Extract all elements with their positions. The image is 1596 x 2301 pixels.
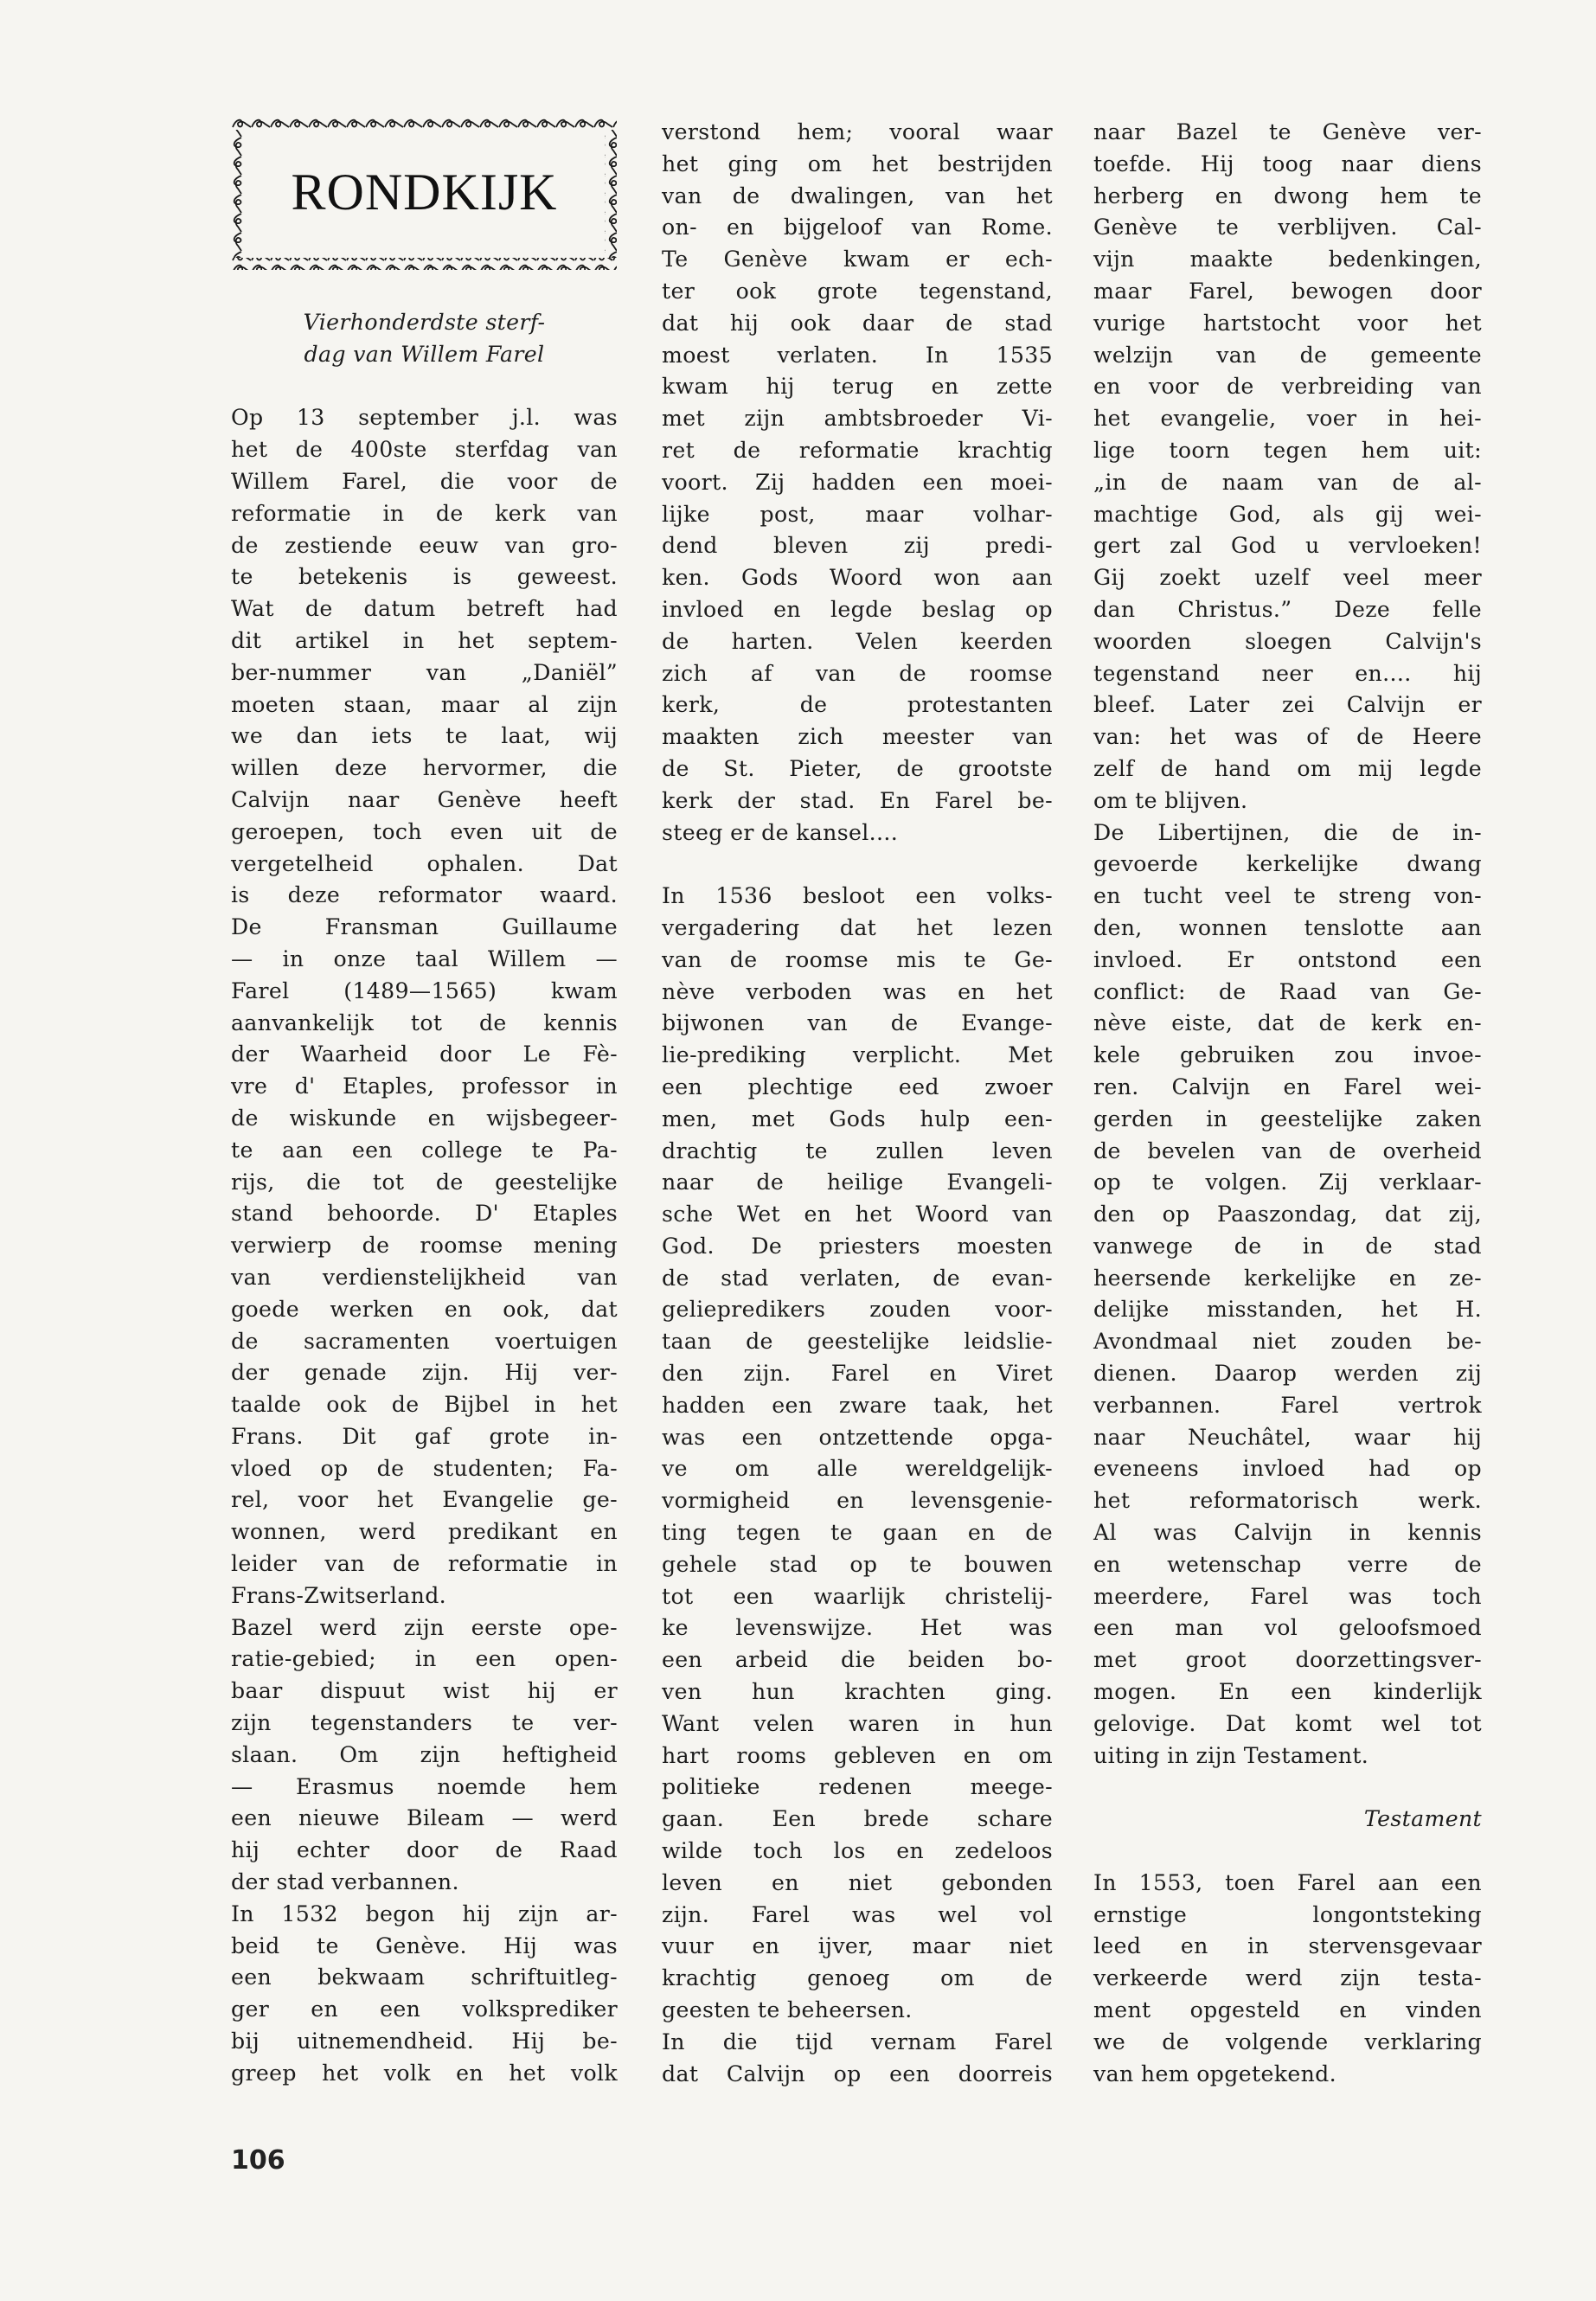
text-line: van de dwalingen, van het xyxy=(662,183,1053,208)
text-line: taan de geestelijke leidslie- xyxy=(662,1329,1053,1355)
text-line: greep het volk en het volk xyxy=(231,2060,618,2086)
text-line: de harten. Velen keerden xyxy=(662,628,1053,654)
text-line: Frans-Zwitserland. xyxy=(231,1582,447,1608)
text-line: mogen. En een kinderlijk xyxy=(1093,1679,1482,1705)
text-line: vurige hartstocht voor het xyxy=(1093,310,1482,336)
text-line: heersende kerkelijke en ze- xyxy=(1093,1265,1482,1291)
text-line: Al was Calvijn in kennis xyxy=(1093,1520,1482,1546)
text-line: dienen. Daarop werden zij xyxy=(1093,1361,1482,1387)
text-line: kerk, de protestanten xyxy=(662,692,1053,718)
text-line: sche Wet en het Woord van xyxy=(662,1202,1053,1227)
text-line: we de volgende verklaring xyxy=(1093,2029,1482,2054)
text-line: steeg er de kansel.... xyxy=(662,819,899,845)
text-line: „in de naam van de al- xyxy=(1093,469,1482,495)
text-line: invloed. Er ontstond een xyxy=(1093,946,1482,972)
text-line: delijke misstanden, het H. xyxy=(1093,1297,1482,1323)
text-line: ting tegen te gaan en de xyxy=(662,1520,1053,1546)
text-line: Gij zoekt uzelf veel meer xyxy=(1093,565,1482,591)
text-line: stand behoorde. D' Etaples xyxy=(231,1201,618,1227)
text-line: kerk der stad. En Farel be- xyxy=(662,787,1053,813)
text-line: we dan iets te laat, wij xyxy=(231,723,618,749)
text-line: taalde ook de Bijbel in het xyxy=(231,1392,618,1418)
text-line: toefde. Hij toog naar diens xyxy=(1093,151,1482,176)
text-line: vre d' Etaples, professor in xyxy=(231,1074,618,1099)
text-line: vergadering dat het lezen xyxy=(662,914,1053,940)
text-line: ve om alle wereldgelijk- xyxy=(662,1456,1053,1482)
text-line: Willem Farel, die voor de xyxy=(231,468,618,494)
text-line: ernstige longontsteking xyxy=(1093,1901,1482,1927)
text-line: Bazel werd zijn eerste ope- xyxy=(231,1614,618,1640)
text-line: van verdienstelijkheid van xyxy=(231,1264,618,1290)
column-1-body xyxy=(231,402,618,2089)
text-line: den zijn. Farel en Viret xyxy=(662,1361,1053,1387)
text-line: willen deze hervormer, die xyxy=(231,755,618,781)
text-line: ret de reformatie krachtig xyxy=(662,437,1053,463)
text-line: vuur en ijver, maar niet xyxy=(662,1933,1053,1959)
text-line: Farel (1489—1565) kwam xyxy=(231,977,618,1003)
text-line: bij uitnemendheid. Hij be- xyxy=(231,2029,618,2054)
text-line: gaan. Een brede schare xyxy=(662,1806,1053,1832)
masthead-title: RONDKIJK xyxy=(291,163,558,221)
text-line: van: het was of de Heere xyxy=(1093,724,1482,750)
text-line: wonnen, werd predikant en xyxy=(231,1519,618,1545)
text-line: politieke redenen meege- xyxy=(662,1774,1053,1800)
text-line: ke levenswijze. Het was xyxy=(662,1615,1053,1641)
text-line: baar dispuut wist hij er xyxy=(231,1678,618,1704)
text-line: nève verboden was en het xyxy=(662,978,1053,1004)
text-line: kwam hij terug en zette xyxy=(662,374,1053,400)
text-line: de bevelen van de overheid xyxy=(1093,1138,1482,1163)
column-3 xyxy=(1093,117,1482,2090)
text-line: tegenstand neer en.... hij xyxy=(1093,660,1482,686)
text-line: machtige God, als gij wei- xyxy=(1093,501,1482,527)
text-line: van hem opgetekend. xyxy=(1093,2061,1337,2086)
text-line: en tucht veel te streng von- xyxy=(1093,883,1482,909)
text-line: het evangelie, voer in hei- xyxy=(1093,406,1482,432)
text-line: — Erasmus noemde hem xyxy=(231,1773,618,1799)
text-line: dat hij ook daar de stad xyxy=(662,310,1053,336)
text-line: verkeerde werd zijn testa- xyxy=(1093,1965,1482,1991)
text-line: met groot doorzettingsver- xyxy=(1093,1647,1482,1673)
text-line: zijn. Farel was wel vol xyxy=(662,1901,1053,1927)
text-line: vijn maakte bedenkingen, xyxy=(1093,247,1482,272)
text-line: verbannen. Farel vertrok xyxy=(1093,1392,1482,1418)
text-line: dend bleven zij predi- xyxy=(662,533,1053,559)
text-line: ber-nummer van „Daniël” xyxy=(231,659,618,685)
text-line: De Fransman Guillaume xyxy=(231,914,618,940)
text-line: lijke post, maar volhar- xyxy=(662,501,1053,527)
text-line: Op 13 september j.l. was xyxy=(231,405,618,431)
text-line: hadden een zware taak, het xyxy=(662,1392,1053,1418)
text-line: gert zal God u vervloeken! xyxy=(1093,533,1482,559)
text-line: een arbeid die beiden bo- xyxy=(662,1647,1053,1673)
text-line: moeten staan, maar al zijn xyxy=(231,691,618,717)
text-line: ratie-gebied; in een open- xyxy=(231,1646,618,1672)
text-line: op te volgen. Zij verklaar- xyxy=(1093,1170,1482,1195)
text-line: vanwege de in de stad xyxy=(1093,1233,1482,1259)
text-line: meerdere, Farel was toch xyxy=(1093,1583,1482,1609)
text-line: woorden sloegen Calvijn's xyxy=(1093,628,1482,654)
text-line: ter ook grote tegenstand, xyxy=(662,278,1053,304)
text-line: ment opgesteld en vinden xyxy=(1093,1997,1482,2023)
text-line: en wetenschap verre de xyxy=(1093,1551,1482,1577)
column-2-body-part2 xyxy=(662,881,1053,2090)
text-line: de zestiende eeuw van gro- xyxy=(231,532,618,558)
text-line: de stad verlaten, de evan- xyxy=(662,1265,1053,1291)
text-line: Frans. Dit gaf grote in- xyxy=(231,1423,618,1449)
text-line: was een ontzettende opga- xyxy=(662,1424,1053,1450)
column-2 xyxy=(662,117,1053,2090)
text-line: leven en niet gebonden xyxy=(662,1869,1053,1895)
text-line: hij echter door de Raad xyxy=(231,1837,618,1863)
section-heading: Vierhonderdste sterf- xyxy=(303,310,546,335)
text-line: een bekwaam schriftuitleg- xyxy=(231,1965,618,1990)
text-line: een plechtige eed zwoer xyxy=(662,1074,1053,1099)
text-line: naar de heilige Evangeli- xyxy=(662,1170,1053,1195)
text-line: naar Neuchâtel, waar hij xyxy=(1093,1424,1482,1450)
text-line: met zijn ambtsbroeder Vi- xyxy=(662,406,1053,432)
text-line: krachtig genoeg om de xyxy=(662,1965,1053,1991)
text-line: leider van de reformatie in xyxy=(231,1551,618,1577)
text-line: conflict: de Raad van Ge- xyxy=(1093,978,1482,1004)
column-3-body-part1 xyxy=(1093,117,1482,1772)
text-line: zelf de hand om mij legde xyxy=(1093,755,1482,781)
text-line: In 1536 besloot een volks- xyxy=(662,883,1053,909)
text-line: het reformatorisch werk. xyxy=(1093,1488,1482,1514)
text-line: en voor de verbreiding van xyxy=(1093,374,1482,400)
text-line: — in onze taal Willem — xyxy=(231,945,618,971)
text-line: drachtig te zullen leven xyxy=(662,1138,1053,1163)
text-line: verwierp de roomse mening xyxy=(231,1233,618,1259)
text-line: ger en een volksprediker xyxy=(231,1997,618,2022)
section-heading: Testament xyxy=(1363,1806,1482,1832)
text-line: bleef. Later zei Calvijn er xyxy=(1093,692,1482,718)
text-line: uiting in zijn Testament. xyxy=(1093,1742,1369,1768)
text-line: den op Paaszondag, dat zij, xyxy=(1093,1202,1482,1227)
text-line: naar Bazel te Genève ver- xyxy=(1093,119,1482,144)
text-line: men, met Gods hulp een- xyxy=(662,1106,1053,1131)
text-line: welzijn van de gemeente xyxy=(1093,342,1482,368)
text-line: gehele stad op te bouwen xyxy=(662,1551,1053,1577)
text-line: dan Christus.” Deze felle xyxy=(1093,596,1482,622)
text-line: der genade zijn. Hij ver- xyxy=(231,1360,618,1386)
text-line: herberg en dwong hem te xyxy=(1093,183,1482,208)
text-line: Wat de datum betreft had xyxy=(231,596,618,622)
text-line: geesten te beheersen. xyxy=(662,1997,913,2023)
text-line: De Libertijnen, die de in- xyxy=(1093,819,1482,845)
text-line: het de 400ste sterfdag van xyxy=(231,437,618,463)
text-line: te aan een college te Pa- xyxy=(231,1137,618,1163)
section-heading: dag van Willem Farel xyxy=(304,341,545,367)
text-line: hart rooms gebleven en om xyxy=(662,1742,1053,1768)
text-line: om te blijven. xyxy=(1093,787,1248,813)
masthead xyxy=(232,118,617,270)
text-line: tot een waarlijk christelij- xyxy=(662,1583,1053,1609)
text-line: de sacramenten voertuigen xyxy=(231,1328,618,1354)
text-line: gevoerde kerkelijke dwang xyxy=(1093,851,1482,877)
text-line: Calvijn naar Genève heeft xyxy=(231,786,618,812)
text-line: zich af van de roomse xyxy=(662,660,1053,686)
text-line: de St. Pieter, de grootste xyxy=(662,755,1053,781)
text-line: Genève te verblijven. Cal- xyxy=(1093,215,1482,240)
text-line: gelovige. Dat komt wel tot xyxy=(1093,1710,1482,1736)
text-line: den, wonnen tenslotte aan xyxy=(1093,914,1482,940)
text-line: on- en bijgeloof van Rome. xyxy=(662,215,1053,240)
text-line: Want velen waren in hun xyxy=(662,1710,1053,1736)
text-line: lie-prediking verplicht. Met xyxy=(662,1042,1053,1068)
text-line: voort. Zij hadden een moei- xyxy=(662,469,1053,495)
text-line: In 1553, toen Farel aan een xyxy=(1093,1869,1482,1895)
column-3-body-part2 xyxy=(1093,1868,1482,2091)
text-line: beid te Genève. Hij was xyxy=(231,1932,618,1958)
text-line: Avondmaal niet zouden be- xyxy=(1093,1329,1482,1355)
column-2-body-part1 xyxy=(662,117,1053,849)
text-line: eveneens invloed had op xyxy=(1093,1456,1482,1482)
text-line: vormigheid en levensgenie- xyxy=(662,1488,1053,1514)
text-line: God. De priesters moesten xyxy=(662,1233,1053,1259)
text-line: kele gebruiken zou invoe- xyxy=(1093,1042,1482,1068)
text-line: verstond hem; vooral waar xyxy=(662,119,1053,144)
text-line: bijwonen van de Evange- xyxy=(662,1010,1053,1036)
text-line: reformatie in de kerk van xyxy=(231,500,618,526)
text-line: ren. Calvijn en Farel wei- xyxy=(1093,1074,1482,1099)
text-line: te betekenis is geweest. xyxy=(231,564,618,590)
text-line: aanvankelijk tot de kennis xyxy=(231,1009,618,1035)
text-line: vergetelheid ophalen. Dat xyxy=(231,850,618,876)
text-line: dit artikel in het septem- xyxy=(231,627,618,653)
text-line: gerden in geestelijke zaken xyxy=(1093,1106,1482,1131)
text-line: geroepen, toch even uit de xyxy=(231,818,618,844)
text-line: rijs, die tot de geestelijke xyxy=(231,1169,618,1195)
text-line: In die tijd vernam Farel xyxy=(662,2029,1053,2054)
text-line: een man vol geloofsmoed xyxy=(1093,1615,1482,1641)
text-line: invloed en legde beslag op xyxy=(662,596,1053,622)
text-line: leed en in stervensgevaar xyxy=(1093,1933,1482,1959)
text-line: nève eiste, dat de kerk en- xyxy=(1093,1010,1482,1036)
text-line: vloed op de studenten; Fa- xyxy=(231,1455,618,1481)
text-line: de wiskunde en wijsbegeer- xyxy=(231,1105,618,1131)
text-line: maar Farel, bewogen door xyxy=(1093,278,1482,304)
text-line: moest verlaten. In 1535 xyxy=(662,342,1053,368)
text-line: het ging om het bestrijden xyxy=(662,151,1053,176)
text-line: lige toorn tegen hem uit: xyxy=(1093,437,1482,463)
text-line: een nieuwe Bileam — werd xyxy=(231,1805,618,1831)
text-line: wilde toch los en zedeloos xyxy=(662,1838,1053,1864)
text-line: maakten zich meester van xyxy=(662,724,1053,750)
text-line: is deze reformator waard. xyxy=(231,882,618,908)
text-line: der Waarheid door Le Fè- xyxy=(231,1042,618,1067)
text-line: slaan. Om zijn heftigheid xyxy=(231,1741,618,1767)
text-line: zijn tegenstanders te ver- xyxy=(231,1710,618,1736)
text-line: goede werken en ook, dat xyxy=(231,1296,618,1322)
text-line: rel, voor het Evangelie ge- xyxy=(231,1487,618,1513)
column-1 xyxy=(231,307,618,2090)
text-line: Te Genève kwam er ech- xyxy=(662,247,1053,272)
page-number: 106 xyxy=(231,2145,285,2176)
text-line: In 1532 begon hij zijn ar- xyxy=(231,1900,618,1926)
text-line: der stad verbannen. xyxy=(231,1869,459,1895)
text-line: dat Calvijn op een doorreis xyxy=(662,2061,1053,2086)
text-line: van de roomse mis te Ge- xyxy=(662,946,1053,972)
text-line: ven hun krachten ging. xyxy=(662,1679,1053,1705)
text-line: geliepredikers zouden voor- xyxy=(662,1297,1053,1323)
text-line: ken. Gods Woord won aan xyxy=(662,565,1053,591)
